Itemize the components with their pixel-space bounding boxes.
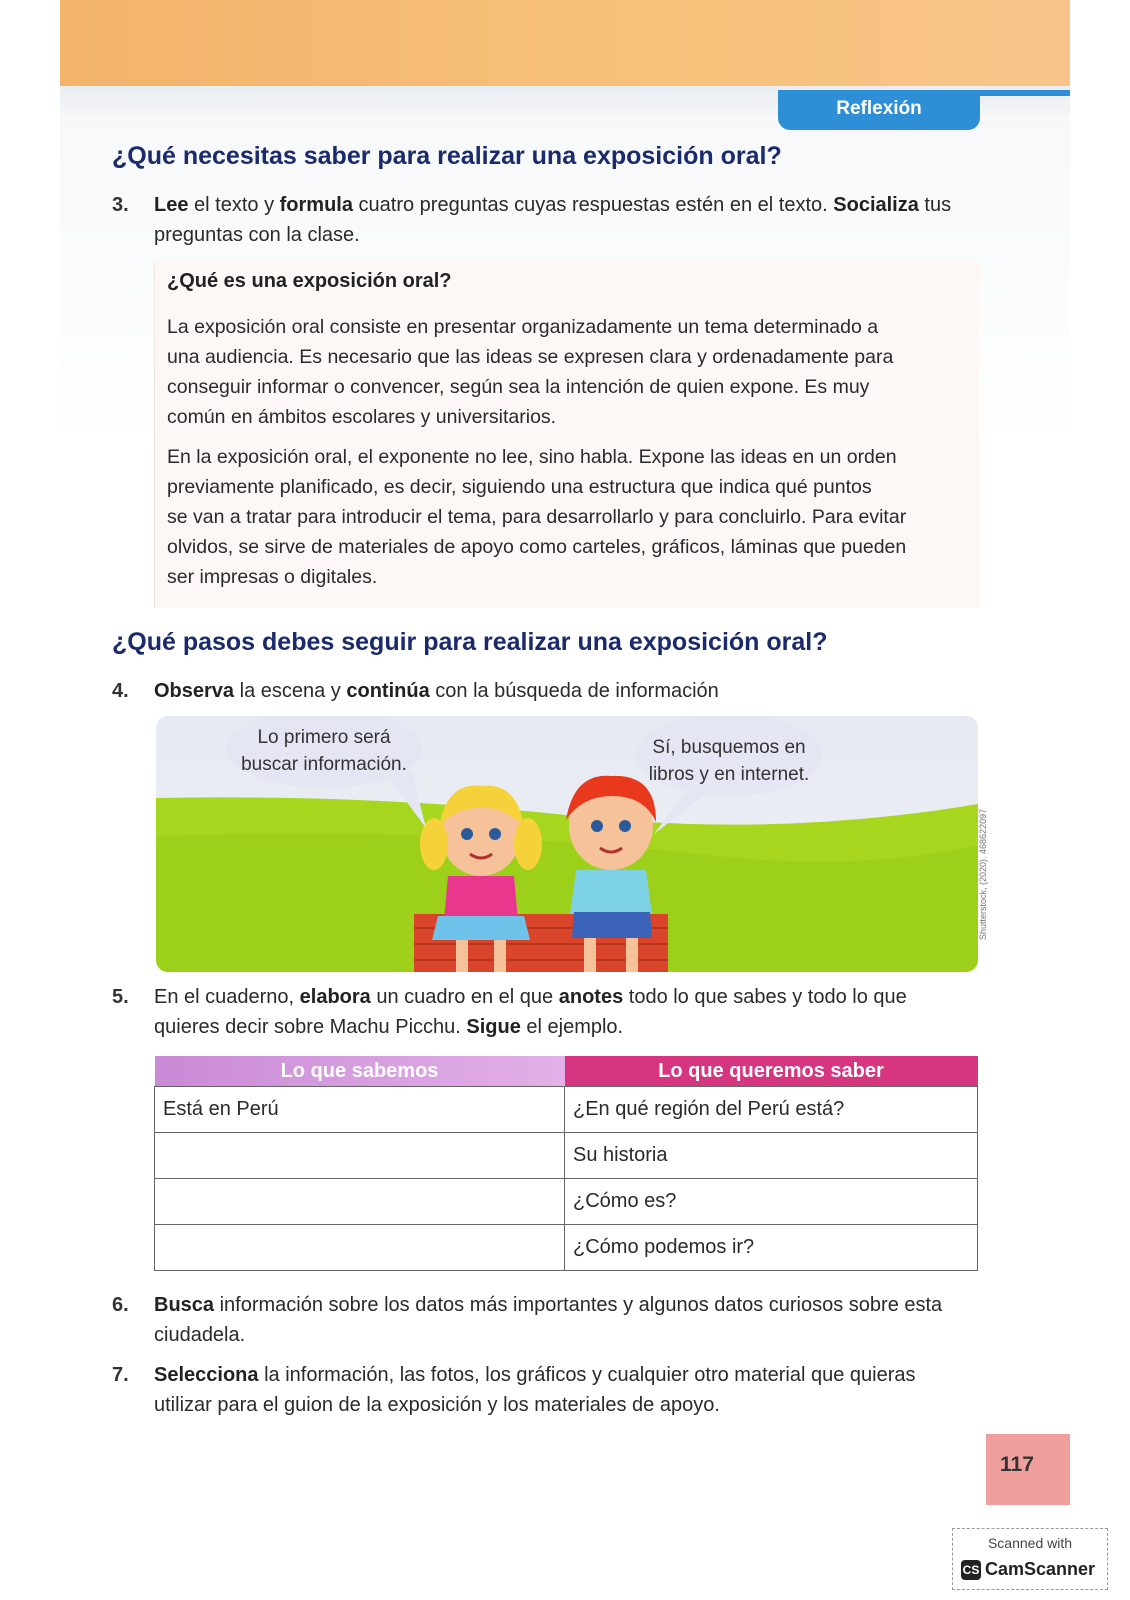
item-7 bbox=[112, 1360, 982, 1422]
camscanner-logo-icon: CS bbox=[961, 1560, 981, 1580]
reading-paragraph-2: En la exposición oral, el exponente no lee, sino habla. Expone las ideas en un orden previamente planificado, es decir, siguiendo una estructura que indica qué puntos se van a tratar para introducir el tema, para desarrollarlo y para concluirlo. Para evitar olvidos, se sirve de materiales de apoyo como carteles, gráficos, láminas que pueden ser impresas o digitales. bbox=[167, 446, 907, 588]
top-color-band bbox=[60, 0, 1070, 86]
table-header: Lo que queremos saber bbox=[565, 1056, 978, 1087]
table-cell: ¿Cómo es? bbox=[565, 1179, 978, 1225]
section-title-1: ¿Qué necesitas saber para realizar una exposición oral? bbox=[112, 142, 782, 170]
item-number: 6. bbox=[112, 1294, 129, 1316]
table-cell: ¿En qué región del Perú está? bbox=[565, 1087, 978, 1133]
item-5 bbox=[112, 982, 982, 1044]
item-text: Observa la escena y continúa con la búsqueda de información bbox=[154, 680, 719, 702]
table-row bbox=[155, 1179, 978, 1225]
table-row bbox=[155, 1133, 978, 1179]
item-text: Selecciona la información, las fotos, los gráficos y cualquier otro material que quieras utilizar para el guion de la exposición y los materiales de apoyo. bbox=[154, 1364, 916, 1416]
table-cell: Su historia bbox=[565, 1133, 978, 1179]
item-3 bbox=[112, 190, 982, 252]
watermark-caption: Scanned with bbox=[987, 1535, 1073, 1551]
reading-box-title: ¿Qué es una exposición oral? bbox=[167, 270, 452, 292]
item-number: 3. bbox=[112, 194, 129, 216]
section-title-2: ¿Qué pasos debes seguir para realizar una exposición oral? bbox=[112, 628, 828, 656]
table-cell bbox=[155, 1133, 565, 1179]
item-text: En el cuaderno, elabora un cuadro en el que anotes todo lo que sabes y todo lo que quieres decir sobre Machu Picchu. Sigue el ejemplo. bbox=[154, 986, 907, 1038]
section-tag: Reflexión bbox=[778, 90, 980, 130]
reading-paragraph-1: La exposición oral consiste en presentar organizadamente un tema determinado a una audiencia. Es necesario que las ideas se expresen clara y ordenadamente para conseguir informar o convencer, según sea la intención de quien expone. Es muy común en ámbitos escolares y universitarios. bbox=[167, 316, 894, 428]
item-number: 4. bbox=[112, 680, 129, 702]
table-header-row bbox=[155, 1056, 978, 1087]
table-cell bbox=[155, 1179, 565, 1225]
image-credit: Shutterstock, (2020). 468622097 bbox=[978, 808, 988, 940]
speech-bubble-right: Sí, busquemos en libros y en internet. bbox=[636, 716, 822, 796]
speech-bubble-left: Lo primero será buscar información. bbox=[226, 716, 422, 788]
item-number: 7. bbox=[112, 1364, 129, 1386]
item-6 bbox=[112, 1290, 982, 1352]
table-cell: Está en Perú bbox=[155, 1087, 565, 1133]
camscanner-watermark bbox=[952, 1528, 1108, 1590]
item-4 bbox=[112, 676, 982, 708]
watermark-brand: CS CamScanner bbox=[962, 1559, 1096, 1579]
reading-box bbox=[154, 262, 979, 608]
table-header: Lo que sabemos bbox=[155, 1056, 565, 1087]
table-cell: ¿Cómo podemos ir? bbox=[565, 1225, 978, 1271]
table-cell bbox=[155, 1225, 565, 1271]
knowledge-table bbox=[154, 1056, 978, 1271]
table-row bbox=[155, 1225, 978, 1271]
illustration-scene bbox=[156, 716, 978, 972]
item-text: Busca información sobre los datos más importantes y algunos datos curiosos sobre esta ciudadela. bbox=[154, 1294, 943, 1346]
item-text: Lee el texto y formula cuatro preguntas cuyas respuestas estén en el texto. Socializa tus preguntas con la clase. bbox=[154, 194, 952, 246]
item-number: 5. bbox=[112, 986, 129, 1008]
page-number: 117 bbox=[986, 1434, 1070, 1505]
table-row bbox=[155, 1087, 978, 1133]
